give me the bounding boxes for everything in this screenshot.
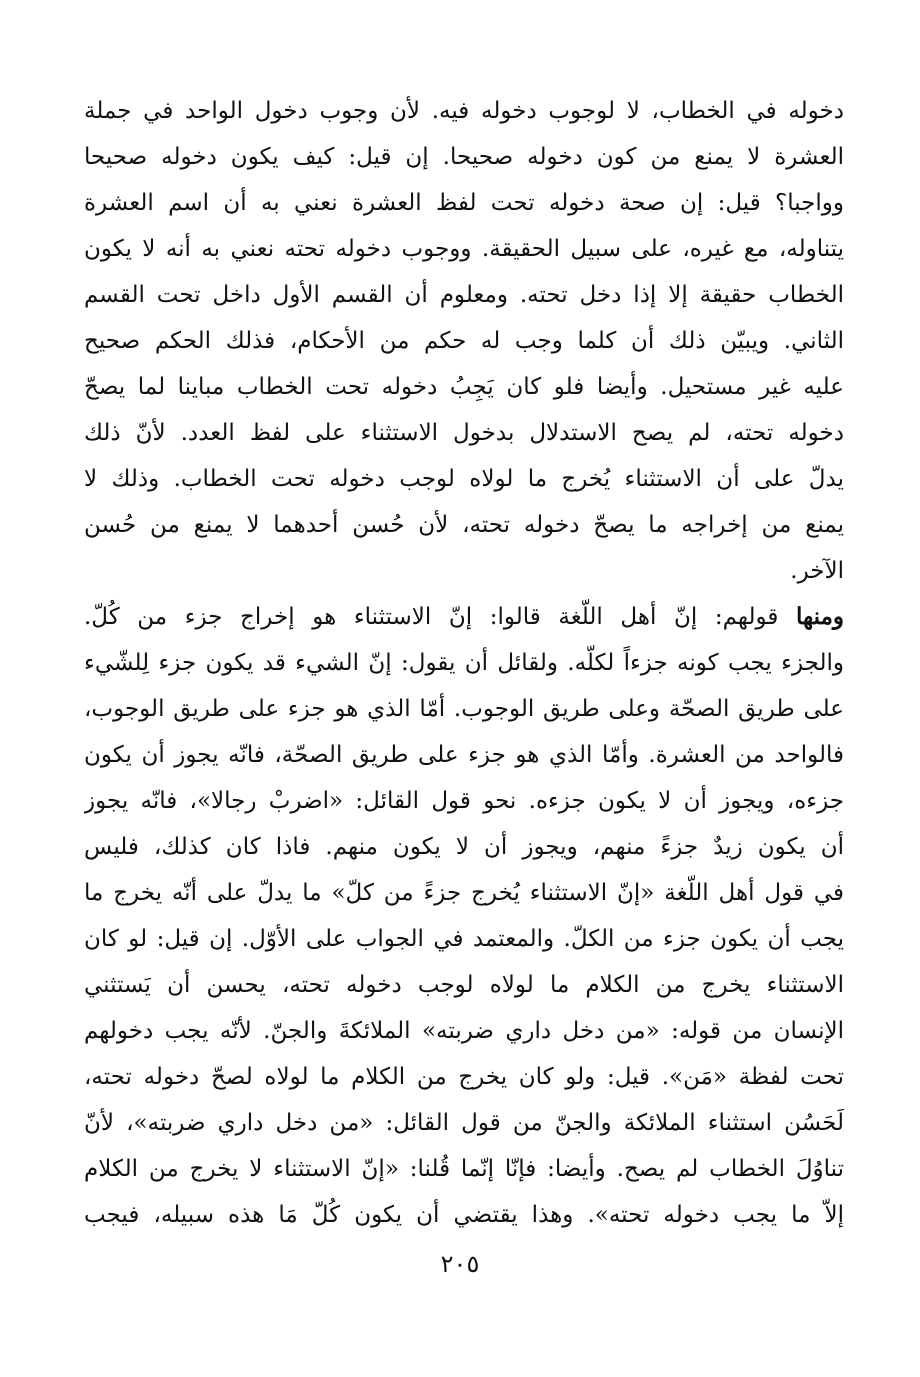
text-line: الإنسان من قوله: «من دخل داري ضربته» الملائكةَ والجنّ. لأنّه يجب دخولهم [84, 1018, 844, 1044]
paragraph-1 [84, 88, 844, 594]
text-line: العشرة لا يمنع من كون دخوله صحيحا. إن قيل: كيف يكون دخوله صحيحا [84, 144, 844, 170]
text-line: تناوُلَ الخطاب لم يصح. وأيضا: فإنّا إنّما قُلنا: «إنّ الاستثناء لا يخرج من الكلام [84, 1156, 844, 1182]
text-line: إلاّ ما يجب دخوله تحته». وهذا يقتضي أن يكون كُلّ مَا هذه سبيله، فيجب [84, 1202, 844, 1228]
paragraph-lead-word: ومنها [796, 603, 844, 630]
text-line-first [84, 594, 844, 640]
text-line: في قول أهل اللّغة «إنّ الاستثناء يُخرج جزءً من كلّ» ما يدلّ على أنّه يخرج ما [84, 880, 844, 906]
text-line: دخوله في الخطاب، لا لوجوب دخوله فيه. لأن وجوب دخول الواحد في جملة [84, 98, 844, 124]
text-line: الثاني. ويبيّن ذلك أن كلما وجب له حكم من الأحكام، فذلك الحكم صحيح [84, 328, 844, 354]
text-line: يجب أن يكون جزء من الكلّ. والمعتمد في الجواب على الأوّل. إن قيل: لو كان [84, 926, 844, 952]
text-line: وواجبا؟ قيل: إن صحة دخوله تحت لفظ العشرة نعني به أن اسم العشرة [84, 190, 844, 216]
text-line: عليه غير مستحيل. وأيضا فلو كان يَجِبُ دخوله تحت الخطاب مباينا لما يصحّ [84, 374, 844, 400]
text-line: لَحَسُن استثناء الملائكة والجنّ من قول القائل: «من دخل داري ضربته»، لأنّ [84, 1110, 844, 1136]
text-line: جزءه، ويجوز أن لا يكون جزءه. نحو قول القائل: «اضربْ رجالا»، فانّه يجوز [84, 788, 844, 814]
text-line: أن يكون زيدٌ جزءً منهم، ويجوز أن لا يكون منهم. فاذا كان كذلك، فليس [84, 834, 844, 860]
text-line-rest: قولهم: إنّ أهل اللّغة قالوا: إنّ الاستثناء هو إخراج جزء من كُلّ. [84, 604, 797, 630]
text-line: يمنع من إخراجه ما يصحّ دخوله تحته، لأن حُسن أحدهما لا يمنع من حُسن [84, 512, 844, 538]
paragraph-2 [84, 594, 844, 1238]
text-line: والجزء يجب كونه جزءاً لكلّه. ولقائل أن يقول: إنّ الشيء قد يكون جزء لِلشّيء [84, 650, 844, 676]
text-line: فالواحد من العشرة. وأمّا الذي هو جزء على طريق الصحّة، فانّه يجوز أن يكون [84, 742, 844, 768]
text-line: يتناوله، مع غيره، على سبيل الحقيقة. ووجوب دخوله تحته نعني به أنه لا يكون [84, 236, 844, 262]
text-line: دخوله تحته، لم يصح الاستدلال بدخول الاستثناء على لفظ العدد. لأنّ ذلك [84, 420, 844, 446]
text-line: الآخر. [790, 558, 844, 584]
text-line: الاستثناء يخرج من الكلام ما لولاه لوجب دخوله تحته، يحسن أن يَستثني [84, 972, 844, 998]
text-line: على طريق الصحّة وعلى طريق الوجوب. أمّا الذي هو جزء على طريق الوجوب، [84, 696, 844, 722]
text-line: الخطاب حقيقة إلا إذا دخل تحته. ومعلوم أن القسم الأول داخل تحت القسم [84, 282, 844, 308]
text-line: يدلّ على أن الاستثناء يُخرج ما لولاه لوجب دخوله تحت الخطاب. وذلك لا [84, 466, 844, 492]
text-line: تحت لفظة «مَن». قيل: ولو كان يخرج من الكلام ما لولاه لصحّ دخوله تحته، [84, 1064, 844, 1090]
page-number: ٢٠٥ [440, 1250, 480, 1278]
